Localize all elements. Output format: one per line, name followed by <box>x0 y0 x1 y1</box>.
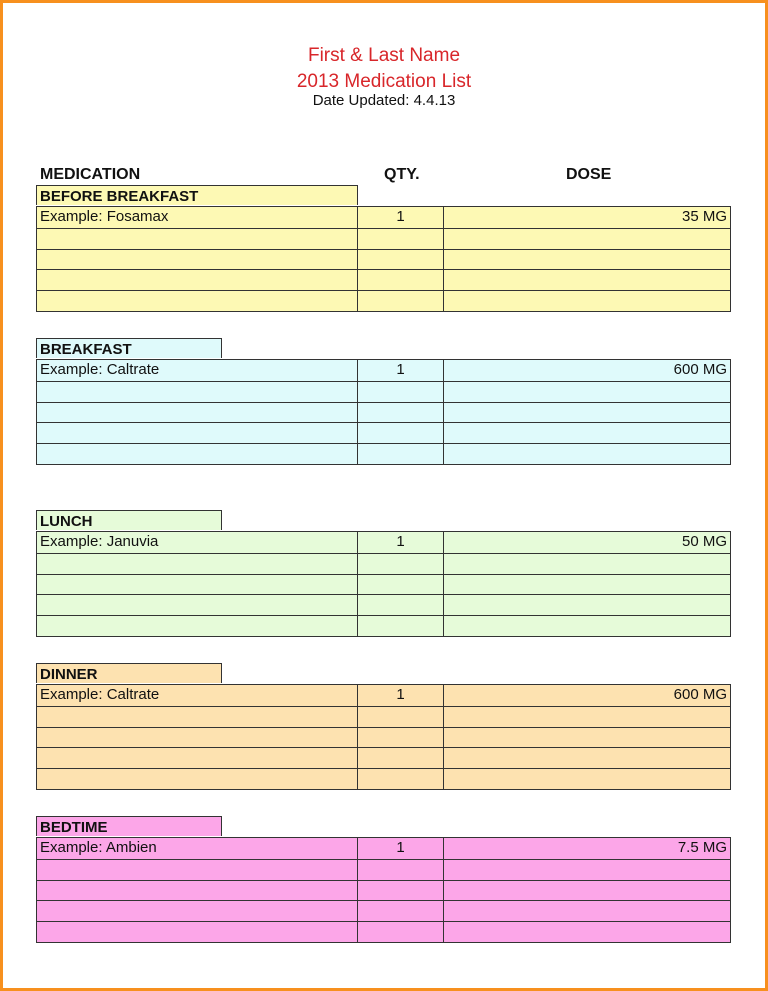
dose-cell[interactable] <box>444 769 730 789</box>
table-row <box>37 574 730 595</box>
medication-cell[interactable]: Example: Ambien <box>37 838 358 859</box>
section-label: DINNER <box>36 663 222 683</box>
qty-cell[interactable] <box>358 881 444 901</box>
qty-cell[interactable] <box>358 901 444 921</box>
table-row <box>37 532 730 553</box>
medication-table <box>36 837 731 943</box>
table-row <box>37 727 730 748</box>
table-row <box>37 706 730 727</box>
qty-cell[interactable] <box>358 748 444 768</box>
qty-cell[interactable] <box>358 616 444 636</box>
dose-cell[interactable] <box>444 270 730 290</box>
medication-cell[interactable] <box>37 575 358 595</box>
column-header-dose: DOSE <box>566 166 612 183</box>
qty-cell[interactable] <box>358 444 444 464</box>
dose-cell[interactable] <box>444 554 730 574</box>
table-row <box>37 290 730 311</box>
table-row <box>37 900 730 921</box>
medication-cell[interactable] <box>37 860 358 880</box>
qty-cell[interactable] <box>358 595 444 615</box>
table-row <box>37 443 730 464</box>
medication-cell[interactable] <box>37 728 358 748</box>
dose-cell[interactable] <box>444 616 730 636</box>
medication-cell[interactable] <box>37 423 358 443</box>
dose-cell[interactable] <box>444 291 730 311</box>
medication-cell[interactable] <box>37 403 358 423</box>
table-row <box>37 360 730 381</box>
medication-table <box>36 359 731 465</box>
dose-cell[interactable] <box>444 403 730 423</box>
section-label: BREAKFAST <box>36 338 222 358</box>
dose-cell[interactable] <box>444 707 730 727</box>
table-row <box>37 615 730 636</box>
qty-cell[interactable]: 1 <box>358 838 444 859</box>
medication-cell[interactable]: Example: Fosamax <box>37 207 358 228</box>
medication-cell[interactable] <box>37 250 358 270</box>
medication-cell[interactable]: Example: Januvia <box>37 532 358 553</box>
dose-cell[interactable]: 7.5 MG <box>677 839 727 856</box>
table-row <box>37 402 730 423</box>
table-row <box>37 553 730 574</box>
dose-cell[interactable] <box>444 575 730 595</box>
qty-cell[interactable] <box>358 229 444 249</box>
table-row <box>37 838 730 859</box>
medication-cell[interactable] <box>37 229 358 249</box>
table-row <box>37 228 730 249</box>
qty-cell[interactable] <box>358 922 444 942</box>
medication-cell[interactable] <box>37 554 358 574</box>
table-row <box>37 747 730 768</box>
table-row <box>37 594 730 615</box>
medication-cell[interactable] <box>37 769 358 789</box>
date-updated: Date Updated: 4.4.13 <box>312 92 456 109</box>
qty-cell[interactable]: 1 <box>358 207 444 228</box>
dose-cell[interactable]: 600 MG <box>673 686 727 703</box>
qty-cell[interactable]: 1 <box>358 685 444 706</box>
medication-cell[interactable] <box>37 291 358 311</box>
medication-cell[interactable] <box>37 901 358 921</box>
table-row <box>37 880 730 901</box>
dose-cell[interactable] <box>444 382 730 402</box>
table-row <box>37 768 730 789</box>
dose-cell[interactable] <box>444 595 730 615</box>
qty-cell[interactable] <box>358 270 444 290</box>
medication-cell[interactable] <box>37 707 358 727</box>
dose-cell[interactable] <box>444 860 730 880</box>
dose-cell[interactable]: 35 MG <box>681 208 727 225</box>
dose-cell[interactable] <box>444 229 730 249</box>
medication-cell[interactable]: Example: Caltrate <box>37 360 358 381</box>
table-row <box>37 269 730 290</box>
medication-cell[interactable] <box>37 616 358 636</box>
medication-cell[interactable] <box>37 595 358 615</box>
table-row <box>37 381 730 402</box>
medication-cell[interactable] <box>37 382 358 402</box>
dose-cell[interactable] <box>444 444 730 464</box>
medication-cell[interactable] <box>37 881 358 901</box>
qty-cell[interactable] <box>358 554 444 574</box>
qty-cell[interactable] <box>358 707 444 727</box>
table-row <box>37 422 730 443</box>
section-label: LUNCH <box>36 510 222 530</box>
table-row <box>37 921 730 942</box>
qty-cell[interactable] <box>358 860 444 880</box>
column-header-qty: QTY. <box>384 166 420 183</box>
dose-cell[interactable] <box>444 250 730 270</box>
dose-cell[interactable] <box>444 423 730 443</box>
medication-cell[interactable] <box>37 444 358 464</box>
document-title: 2013 Medication List <box>296 71 472 92</box>
qty-cell[interactable] <box>358 403 444 423</box>
qty-cell[interactable] <box>358 575 444 595</box>
patient-name: First & Last Name <box>307 45 461 66</box>
qty-cell[interactable] <box>358 382 444 402</box>
medication-cell[interactable] <box>37 748 358 768</box>
qty-cell[interactable]: 1 <box>358 360 444 381</box>
section-label: BEDTIME <box>36 816 222 836</box>
table-row <box>37 207 730 228</box>
medication-cell[interactable] <box>37 922 358 942</box>
medication-table <box>36 684 731 790</box>
dose-cell[interactable] <box>444 881 730 901</box>
qty-cell[interactable]: 1 <box>358 532 444 553</box>
section-label: BEFORE BREAKFAST <box>36 185 358 205</box>
dose-cell[interactable] <box>444 922 730 942</box>
dose-cell[interactable]: 50 MG <box>681 533 727 550</box>
medication-table <box>36 206 731 312</box>
table-row <box>37 859 730 880</box>
dose-cell[interactable] <box>444 748 730 768</box>
table-row <box>37 685 730 706</box>
dose-cell[interactable] <box>444 728 730 748</box>
medication-table <box>36 531 731 637</box>
medication-cell[interactable]: Example: Caltrate <box>37 685 358 706</box>
qty-cell[interactable] <box>358 291 444 311</box>
qty-cell[interactable] <box>358 250 444 270</box>
dose-cell[interactable] <box>444 901 730 921</box>
qty-cell[interactable] <box>358 423 444 443</box>
qty-cell[interactable] <box>358 769 444 789</box>
qty-cell[interactable] <box>358 728 444 748</box>
column-header-medication: MEDICATION <box>40 166 141 183</box>
table-row <box>37 249 730 270</box>
medication-cell[interactable] <box>37 270 358 290</box>
dose-cell[interactable]: 600 MG <box>673 361 727 378</box>
